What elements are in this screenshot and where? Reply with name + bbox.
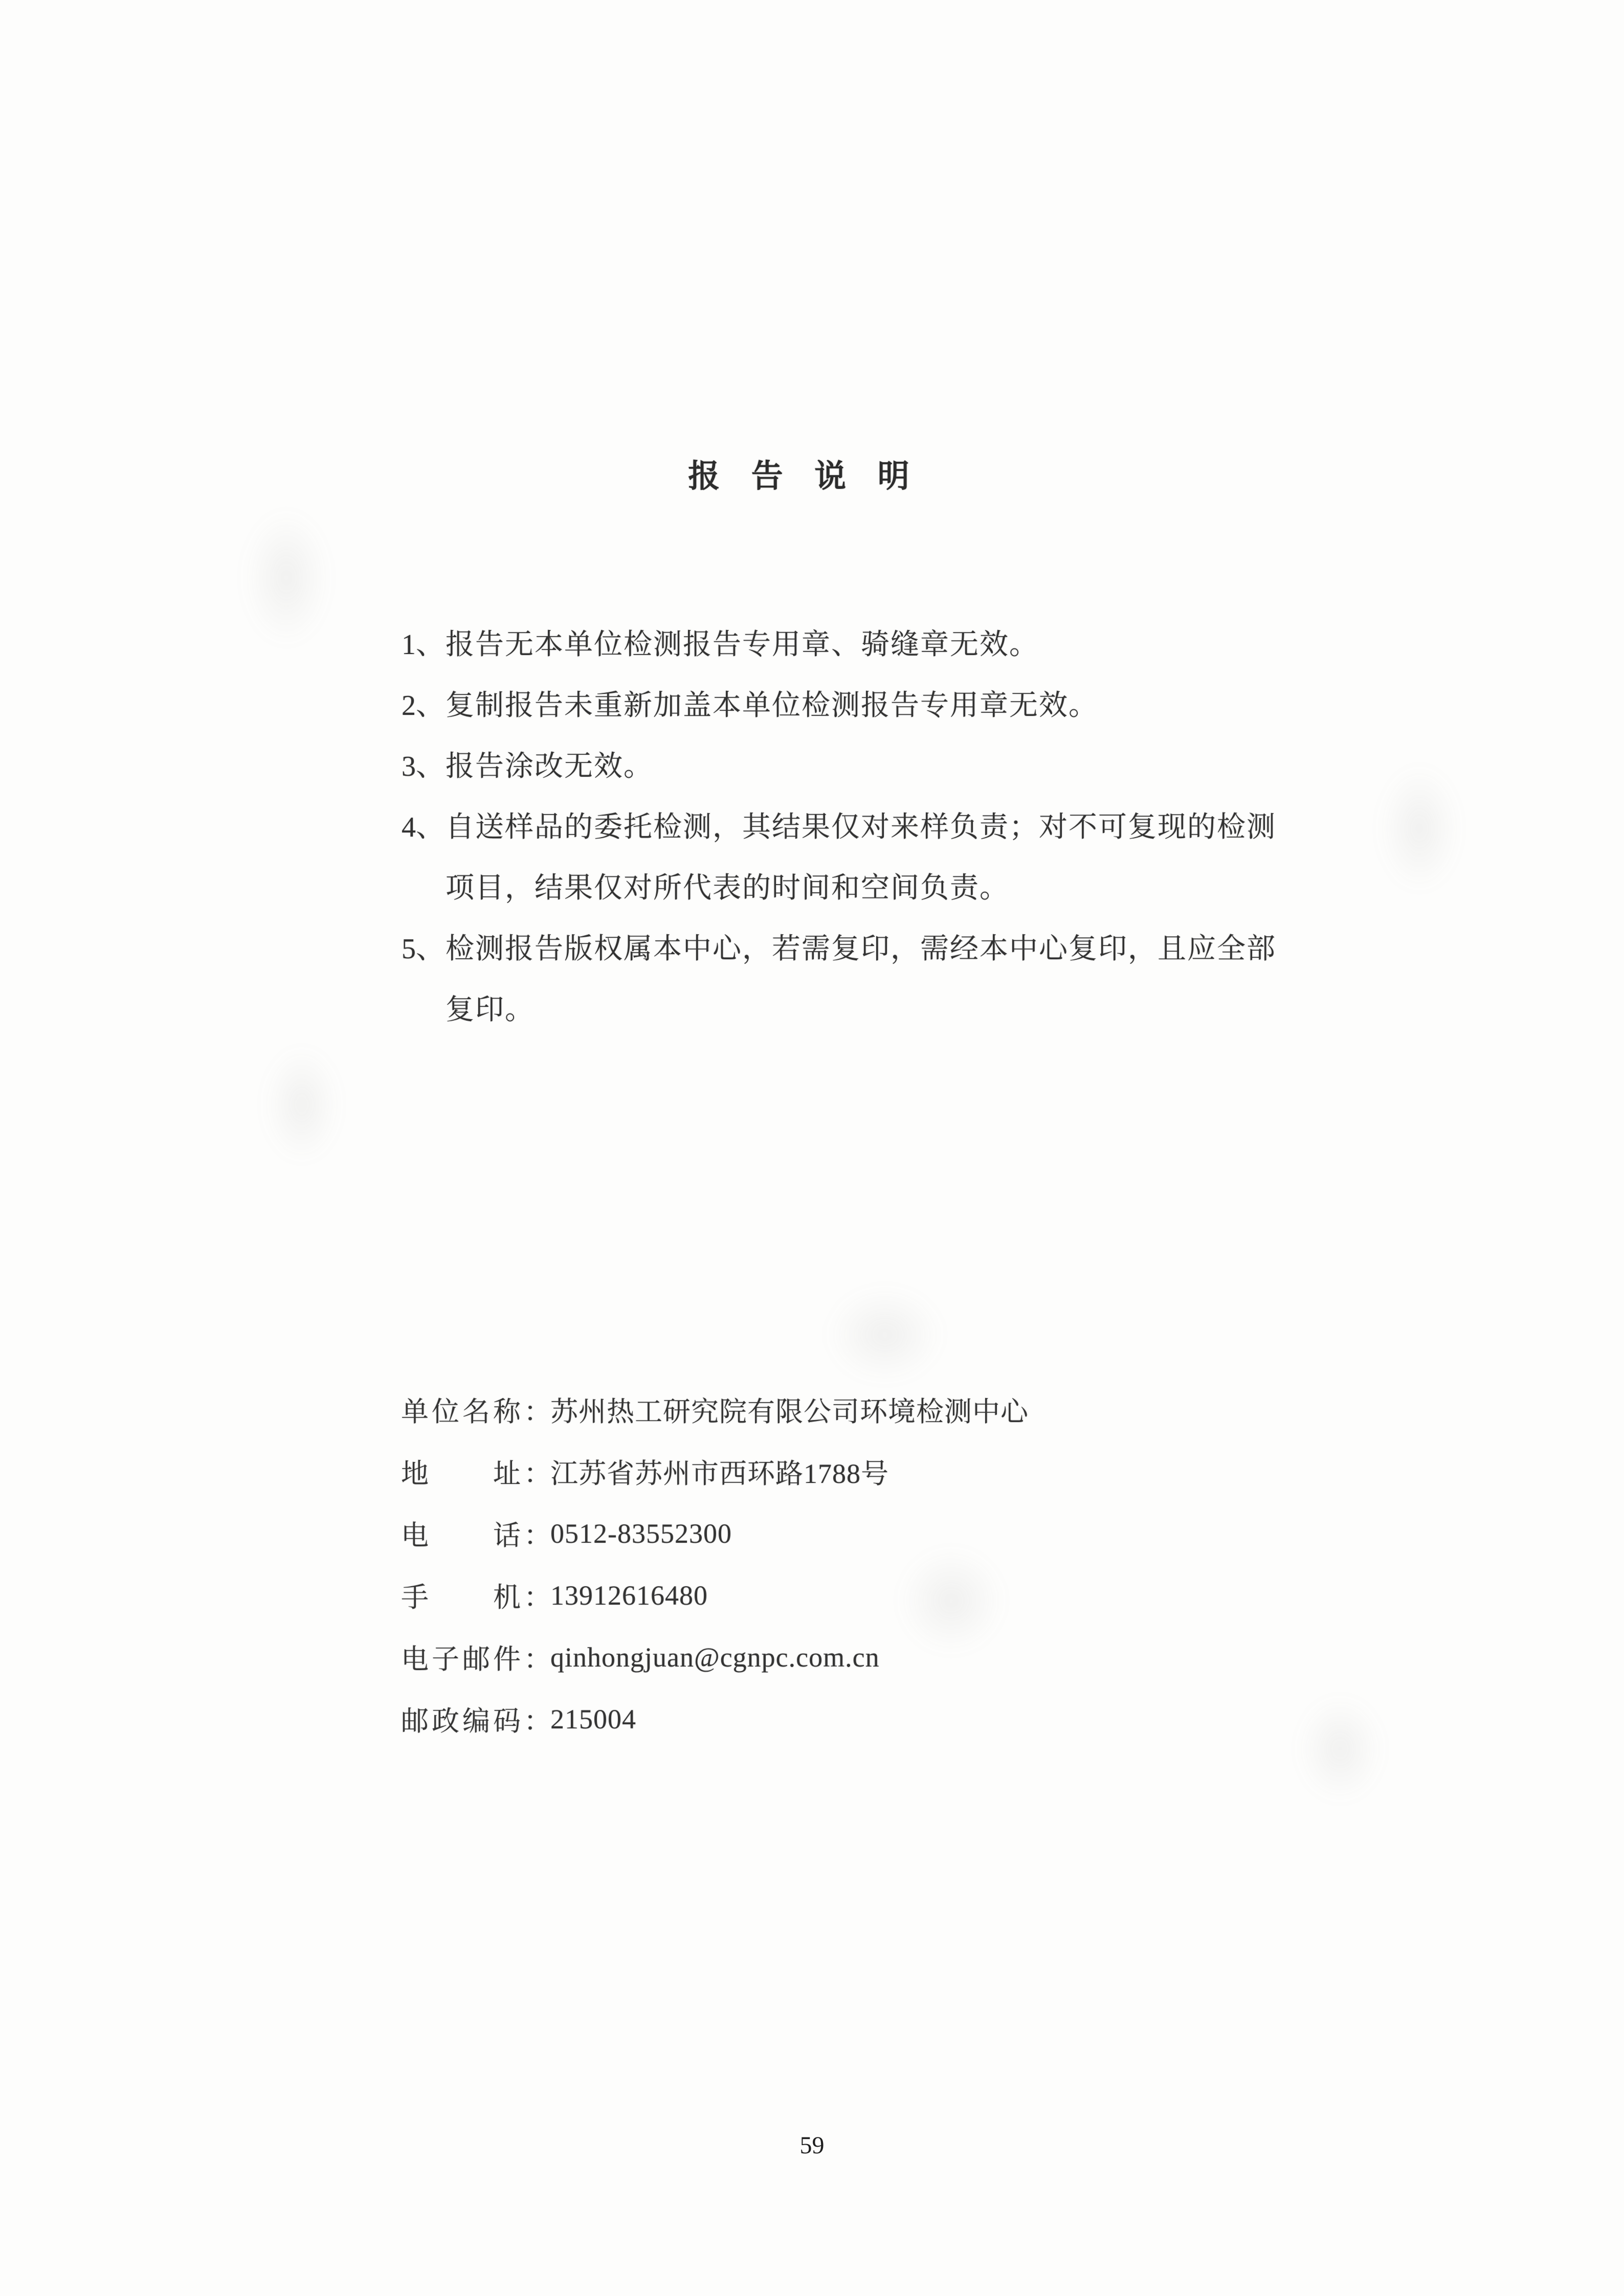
page-number: 59: [799, 2132, 825, 2159]
contact-value: 苏州热工研究院有限公司环境检测中心: [550, 1397, 1029, 1427]
contact-label: 邮政编码：: [401, 1706, 554, 1737]
note-text: 复印。: [446, 994, 535, 1026]
note-number: 1、: [402, 628, 444, 661]
list-item: [402, 916, 1276, 977]
list-item-continuation: [402, 855, 1276, 916]
contact-row-phone: [401, 1502, 1029, 1564]
contact-row-mobile: [401, 1564, 1029, 1626]
note-number: 3、: [402, 750, 444, 782]
list-item-continuation: [402, 977, 1276, 1038]
note-number: 5、: [402, 933, 444, 965]
list-item: [402, 733, 1276, 794]
contact-row-address: [401, 1440, 1029, 1502]
note-text: 复制报告未重新加盖本单位检测报告专用章无效。: [446, 689, 1098, 722]
contact-label: 地 址：: [401, 1458, 554, 1489]
note-number: 4、: [402, 811, 444, 843]
contact-row-unit-name: [401, 1379, 1029, 1440]
scan-artifact: [1381, 767, 1458, 890]
contact-value: 13912616480: [550, 1580, 708, 1611]
list-item: [402, 612, 1276, 672]
scan-artifact: [829, 1289, 941, 1381]
list-item: [402, 672, 1276, 733]
contact-label: 手 机：: [401, 1582, 554, 1613]
contact-value: 215004: [550, 1703, 636, 1735]
notes-list: [402, 612, 1276, 1038]
note-text: 项目，结果仅对所代表的时间和空间负责。: [446, 872, 1009, 904]
contact-row-email: [401, 1626, 1029, 1688]
contact-value: 0512-83552300: [550, 1518, 732, 1549]
scan-artifact: [1299, 1698, 1381, 1800]
contact-value: 江苏省苏州市西环路1788号: [550, 1458, 889, 1489]
page-title: 报 告 说 明: [688, 459, 918, 494]
contact-label: 电子邮件：: [401, 1644, 554, 1675]
contact-label: 电 话：: [401, 1520, 554, 1551]
note-text: 自送样品的委托检测，其结果仅对来样负责；对不可复现的检测: [446, 811, 1276, 843]
scan-artifact: [246, 511, 327, 644]
note-number: 2、: [402, 689, 444, 722]
list-item: [402, 794, 1276, 855]
scan-artifact: [266, 1048, 338, 1161]
contact-label: 单位名称：: [401, 1397, 554, 1427]
contact-row-postcode: [401, 1688, 1029, 1750]
contact-info-block: [401, 1379, 1029, 1750]
note-text: 报告无本单位检测报告专用章、骑缝章无效。: [446, 628, 1039, 661]
note-text: 报告涂改无效。: [446, 750, 653, 782]
contact-value: qinhongjuan@cgnpc.com.cn: [550, 1641, 880, 1673]
note-text: 检测报告版权属本中心，若需复印，需经本中心复印，且应全部: [446, 933, 1276, 965]
